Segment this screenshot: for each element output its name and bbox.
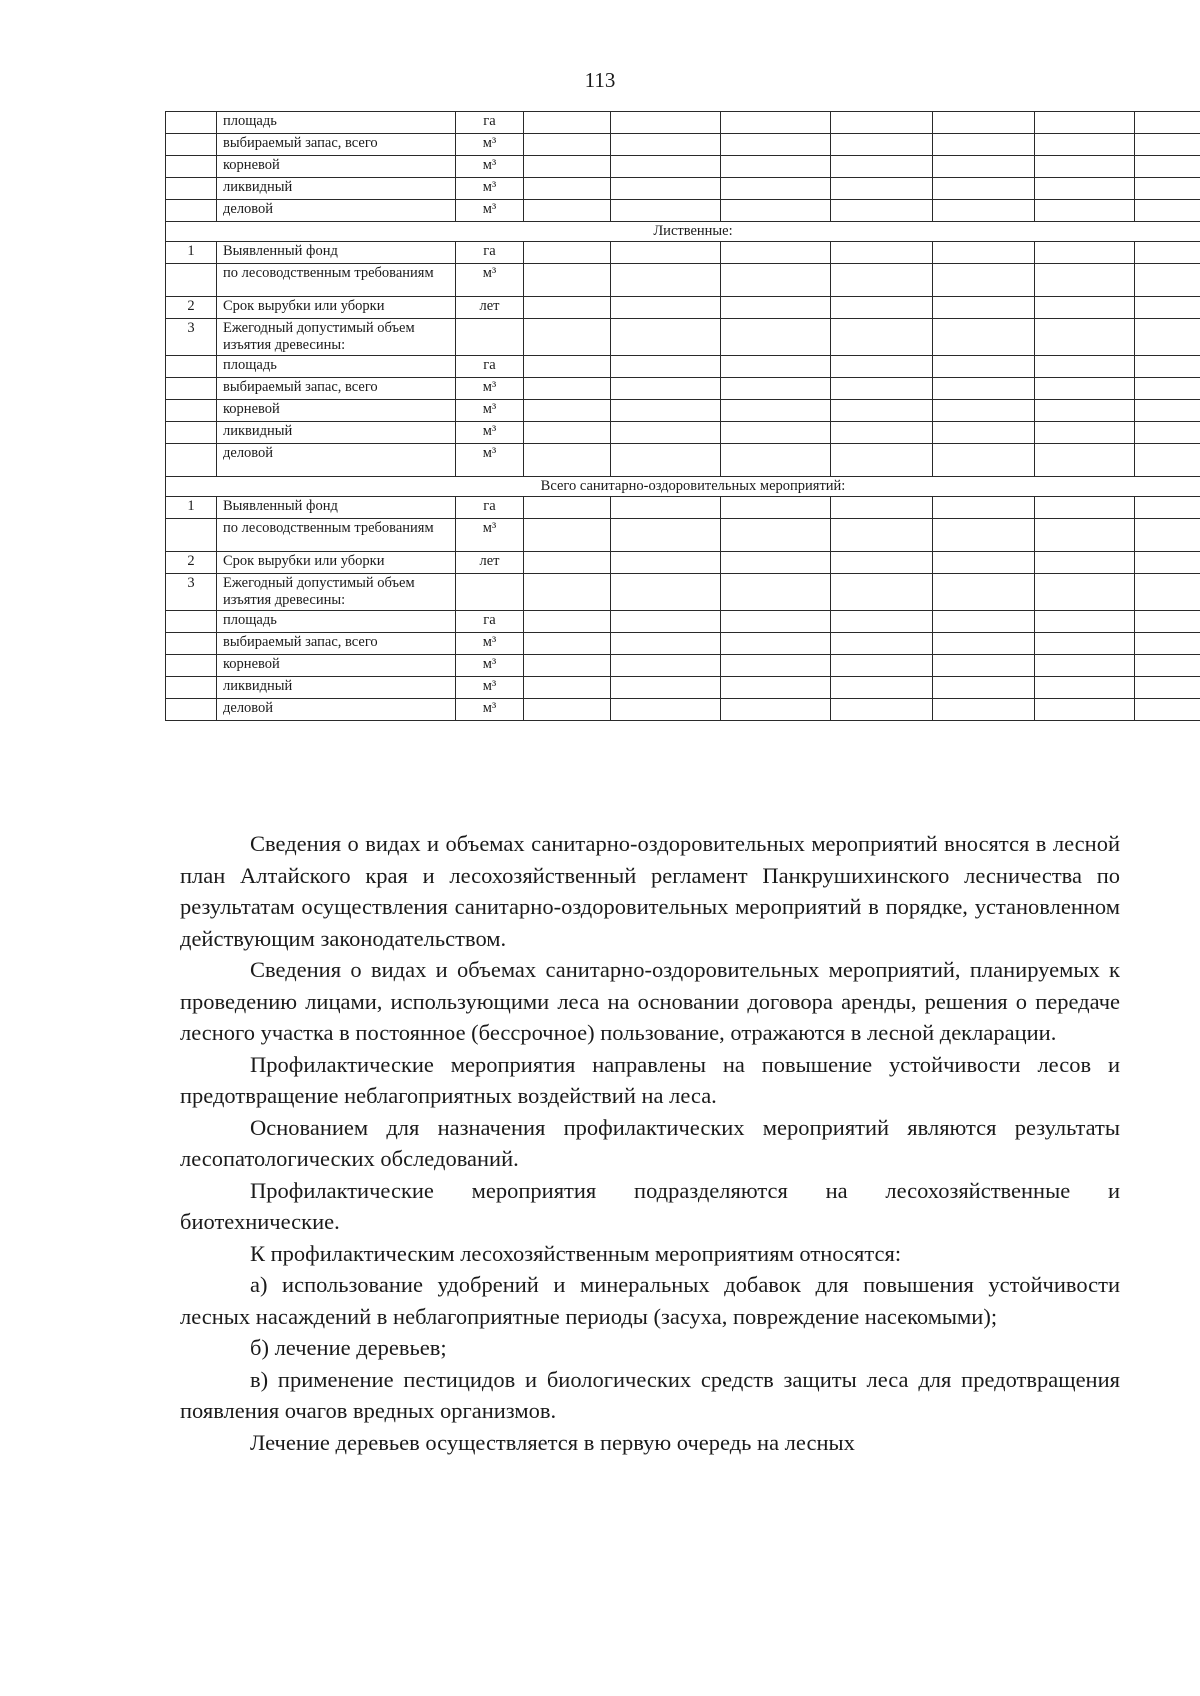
value-cell: [721, 699, 831, 721]
row-unit-cell: м³: [456, 134, 524, 156]
row-number-cell: [166, 655, 217, 677]
row-number-cell: [166, 156, 217, 178]
value-cell: [1035, 264, 1135, 297]
value-cell: [933, 400, 1035, 422]
value-cell: [611, 574, 721, 611]
row-unit-cell: [456, 319, 524, 356]
table-row: [166, 444, 1200, 477]
value-cell: [524, 633, 611, 655]
value-cell: [831, 200, 933, 222]
table-row: [166, 677, 1200, 699]
value-cell: [611, 497, 721, 519]
value-cell: [1035, 655, 1135, 677]
row-unit-cell: га: [456, 242, 524, 264]
value-cell: [933, 552, 1035, 574]
value-cell: [524, 655, 611, 677]
value-cell: [1035, 400, 1135, 422]
row-label-cell: выбираемый запас, всего: [217, 134, 456, 156]
value-cell: [721, 319, 831, 356]
row-unit-cell: м³: [456, 400, 524, 422]
row-label-cell: деловой: [217, 200, 456, 222]
value-cell: [524, 677, 611, 699]
table-row: [166, 178, 1200, 200]
value-cell: [611, 655, 721, 677]
row-number-cell: [166, 699, 217, 721]
table-row: [166, 400, 1200, 422]
value-cell: [611, 519, 721, 552]
value-cell: [611, 264, 721, 297]
row-number-cell: 2: [166, 552, 217, 574]
value-cell: [721, 156, 831, 178]
row-unit-cell: га: [456, 112, 524, 134]
value-cell: [721, 497, 831, 519]
row-label-cell: по лесоводственным требованиям: [217, 519, 456, 552]
value-cell: [831, 444, 933, 477]
table-row: [166, 519, 1200, 552]
row-unit-cell: м³: [456, 378, 524, 400]
page-number: 113: [584, 68, 616, 92]
value-cell: [1035, 497, 1135, 519]
value-cell: [1035, 633, 1135, 655]
paragraph: Профилактические мероприятия направлены на повышение устойчивости лесов и предотвращение неблагоприятных воздействий на леса.: [180, 1051, 1120, 1108]
value-cell: [933, 444, 1035, 477]
value-cell: [831, 112, 933, 134]
value-cell: [611, 400, 721, 422]
value-cell: [611, 319, 721, 356]
row-number-cell: [166, 356, 217, 378]
row-label-cell: ликвидный: [217, 178, 456, 200]
table-row: [166, 156, 1200, 178]
value-cell: [1135, 264, 1200, 297]
value-cell: [1135, 134, 1200, 156]
row-label-cell: ликвидный: [217, 677, 456, 699]
value-cell: [933, 264, 1035, 297]
value-cell: [1135, 112, 1200, 134]
value-cell: [611, 200, 721, 222]
body-text: [180, 828, 1120, 1458]
row-label-cell: выбираемый запас, всего: [217, 378, 456, 400]
value-cell: [1135, 699, 1200, 721]
paragraph: Лечение деревьев осуществляется в первую очередь на лесных: [250, 1429, 855, 1455]
value-cell: [1135, 242, 1200, 264]
value-cell: [933, 134, 1035, 156]
value-cell: [721, 519, 831, 552]
value-cell: [933, 356, 1035, 378]
value-cell: [721, 200, 831, 222]
row-unit-cell: м³: [456, 699, 524, 721]
table-row: [166, 356, 1200, 378]
row-label-cell: деловой: [217, 699, 456, 721]
value-cell: [1135, 611, 1200, 633]
table-row: [166, 112, 1200, 134]
row-number-cell: [166, 134, 217, 156]
value-cell: [524, 156, 611, 178]
value-cell: [611, 633, 721, 655]
value-cell: [933, 297, 1035, 319]
value-cell: [721, 264, 831, 297]
row-number-cell: [166, 200, 217, 222]
row-number-cell: 2: [166, 297, 217, 319]
value-cell: [1035, 677, 1135, 699]
paragraph: Профилактические мероприятия подразделяются на лесохозяйственные и биотехнические.: [180, 1177, 1120, 1234]
table-row: [166, 422, 1200, 444]
value-cell: [831, 519, 933, 552]
row-label-cell: Ежегодный допустимый объем изъятия древесины:: [217, 574, 456, 611]
value-cell: [1035, 319, 1135, 356]
value-cell: [611, 378, 721, 400]
table-row: [166, 200, 1200, 222]
value-cell: [1035, 356, 1135, 378]
table-row: [166, 264, 1200, 297]
value-cell: [721, 677, 831, 699]
row-unit-cell: га: [456, 497, 524, 519]
value-cell: [933, 422, 1035, 444]
value-cell: [721, 134, 831, 156]
value-cell: [1135, 574, 1200, 611]
value-cell: [831, 356, 933, 378]
row-number-cell: 1: [166, 497, 217, 519]
value-cell: [1135, 156, 1200, 178]
row-label-cell: площадь: [217, 611, 456, 633]
value-cell: [524, 112, 611, 134]
list-item: в) применение пестицидов и биологических средств защиты леса для предотвращения появления очагов вредных организмов.: [180, 1366, 1120, 1423]
value-cell: [524, 497, 611, 519]
row-label-cell: корневой: [217, 156, 456, 178]
value-cell: [721, 633, 831, 655]
value-cell: [933, 677, 1035, 699]
value-cell: [831, 134, 933, 156]
row-number-cell: 3: [166, 319, 217, 356]
value-cell: [831, 178, 933, 200]
value-cell: [1135, 297, 1200, 319]
value-cell: [1035, 200, 1135, 222]
value-cell: [1035, 422, 1135, 444]
value-cell: [524, 444, 611, 477]
row-label-cell: выбираемый запас, всего: [217, 633, 456, 655]
value-cell: [524, 519, 611, 552]
value-cell: [524, 178, 611, 200]
value-cell: [524, 699, 611, 721]
value-cell: [611, 699, 721, 721]
row-unit-cell: м³: [456, 264, 524, 297]
value-cell: [831, 677, 933, 699]
value-cell: [1135, 400, 1200, 422]
paragraph: Сведения о видах и объемах санитарно-оздоровительных мероприятий вносятся в лесной план Алтайского края и лесохозяйственный регламент Панкрушихинского лесничества по результатам осуществления санитарно-оздоровительных мероприятий в порядке, установленном действующим законодательством.: [180, 831, 1120, 951]
value-cell: [1035, 444, 1135, 477]
value-cell: [1035, 378, 1135, 400]
row-label-cell: площадь: [217, 356, 456, 378]
value-cell: [1135, 633, 1200, 655]
row-number-cell: [166, 444, 217, 477]
value-cell: [524, 552, 611, 574]
row-number-cell: [166, 264, 217, 297]
value-cell: [721, 400, 831, 422]
value-cell: [524, 356, 611, 378]
row-unit-cell: м³: [456, 633, 524, 655]
row-label-cell: корневой: [217, 400, 456, 422]
value-cell: [611, 134, 721, 156]
row-label-cell: Срок вырубки или уборки: [217, 297, 456, 319]
value-cell: [831, 574, 933, 611]
value-cell: [524, 378, 611, 400]
value-cell: [831, 400, 933, 422]
row-unit-cell: лет: [456, 297, 524, 319]
table-row: [166, 655, 1200, 677]
value-cell: [933, 611, 1035, 633]
value-cell: [831, 264, 933, 297]
value-cell: [933, 242, 1035, 264]
value-cell: [524, 611, 611, 633]
value-cell: [611, 156, 721, 178]
value-cell: [524, 200, 611, 222]
row-unit-cell: м³: [456, 519, 524, 552]
value-cell: [831, 297, 933, 319]
value-cell: [831, 497, 933, 519]
value-cell: [524, 242, 611, 264]
row-unit-cell: м³: [456, 178, 524, 200]
value-cell: [1135, 422, 1200, 444]
value-cell: [933, 699, 1035, 721]
table-row: [166, 611, 1200, 633]
value-cell: [1035, 242, 1135, 264]
value-cell: [1035, 699, 1135, 721]
value-cell: [524, 400, 611, 422]
value-cell: [524, 264, 611, 297]
value-cell: [611, 611, 721, 633]
value-cell: [831, 552, 933, 574]
value-cell: [933, 378, 1035, 400]
value-cell: [1135, 178, 1200, 200]
value-cell: [933, 633, 1035, 655]
value-cell: [524, 422, 611, 444]
table-row: [166, 574, 1200, 611]
table-row: [166, 242, 1200, 264]
value-cell: [611, 444, 721, 477]
value-cell: [721, 356, 831, 378]
value-cell: [611, 677, 721, 699]
row-unit-cell: лет: [456, 552, 524, 574]
value-cell: [721, 242, 831, 264]
value-cell: [721, 422, 831, 444]
value-cell: [611, 552, 721, 574]
row-label-cell: Выявленный фонд: [217, 242, 456, 264]
value-cell: [1135, 356, 1200, 378]
row-unit-cell: га: [456, 611, 524, 633]
row-number-cell: [166, 378, 217, 400]
table-row: [166, 552, 1200, 574]
row-unit-cell: м³: [456, 444, 524, 477]
value-cell: [611, 242, 721, 264]
value-cell: [721, 655, 831, 677]
value-cell: [1035, 112, 1135, 134]
row-unit-cell: м³: [456, 200, 524, 222]
row-number-cell: [166, 178, 217, 200]
list-item: а) использование удобрений и минеральных добавок для повышения устойчивости лесных насаждений в неблагоприятные периоды (засуха, повреждение насекомыми);: [180, 1272, 1120, 1329]
value-cell: [721, 297, 831, 319]
value-cell: [1135, 677, 1200, 699]
row-unit-cell: м³: [456, 677, 524, 699]
value-cell: [611, 297, 721, 319]
value-cell: [933, 112, 1035, 134]
row-number-cell: 1: [166, 242, 217, 264]
row-label-cell: Срок вырубки или уборки: [217, 552, 456, 574]
value-cell: [611, 178, 721, 200]
value-cell: [1135, 444, 1200, 477]
row-label-cell: ликвидный: [217, 422, 456, 444]
row-unit-cell: м³: [456, 655, 524, 677]
row-label-cell: площадь: [217, 112, 456, 134]
row-number-cell: [166, 519, 217, 552]
section-title: Лиственные:: [166, 222, 1200, 242]
row-number-cell: [166, 400, 217, 422]
row-unit-cell: м³: [456, 422, 524, 444]
value-cell: [933, 655, 1035, 677]
value-cell: [721, 444, 831, 477]
paragraph: К профилактическим лесохозяйственным мероприятиям относятся:: [250, 1240, 902, 1266]
value-cell: [1035, 519, 1135, 552]
row-number-cell: [166, 633, 217, 655]
paragraph: Основанием для назначения профилактических мероприятий являются результаты лесопатологических обследований.: [180, 1114, 1120, 1171]
section-header-row: [166, 222, 1200, 242]
value-cell: [831, 633, 933, 655]
value-cell: [1035, 552, 1135, 574]
paragraph: Сведения о видах и объемах санитарно-оздоровительных мероприятий, планируемых к проведению лицами, использующими леса на основании договора аренды, решения о передаче лесного участка в постоянное (бессрочное) пользование, отражаются в лесной декларации.: [180, 957, 1120, 1045]
value-cell: [831, 242, 933, 264]
value-cell: [611, 356, 721, 378]
row-number-cell: [166, 112, 217, 134]
value-cell: [524, 319, 611, 356]
row-unit-cell: [456, 574, 524, 611]
row-label-cell: деловой: [217, 444, 456, 477]
table-row: [166, 378, 1200, 400]
value-cell: [933, 319, 1035, 356]
value-cell: [1035, 178, 1135, 200]
row-number-cell: 3: [166, 574, 217, 611]
value-cell: [524, 574, 611, 611]
value-cell: [933, 497, 1035, 519]
value-cell: [524, 134, 611, 156]
value-cell: [721, 178, 831, 200]
value-cell: [611, 422, 721, 444]
row-label-cell: Выявленный фонд: [217, 497, 456, 519]
value-cell: [933, 178, 1035, 200]
value-cell: [1035, 297, 1135, 319]
table-row: [166, 134, 1200, 156]
value-cell: [1035, 574, 1135, 611]
value-cell: [831, 319, 933, 356]
value-cell: [1035, 134, 1135, 156]
row-number-cell: [166, 677, 217, 699]
table-row: [166, 699, 1200, 721]
row-label-cell: по лесоводственным требованиям: [217, 264, 456, 297]
value-cell: [1135, 319, 1200, 356]
value-cell: [831, 156, 933, 178]
value-cell: [933, 200, 1035, 222]
value-cell: [831, 422, 933, 444]
value-cell: [721, 378, 831, 400]
row-number-cell: [166, 422, 217, 444]
section-title: Всего санитарно-оздоровительных мероприятий:: [166, 477, 1200, 497]
value-cell: [831, 611, 933, 633]
row-label-cell: корневой: [217, 655, 456, 677]
value-cell: [524, 297, 611, 319]
value-cell: [721, 574, 831, 611]
value-cell: [1035, 611, 1135, 633]
row-unit-cell: га: [456, 356, 524, 378]
value-cell: [721, 552, 831, 574]
list-item: б) лечение деревьев;: [250, 1335, 447, 1360]
value-cell: [1035, 156, 1135, 178]
row-label-cell: Ежегодный допустимый объем изъятия древесины:: [217, 319, 456, 356]
value-cell: [611, 112, 721, 134]
value-cell: [721, 611, 831, 633]
value-cell: [933, 156, 1035, 178]
section-header-row: [166, 477, 1200, 497]
value-cell: [1135, 519, 1200, 552]
value-cell: [721, 112, 831, 134]
forest-measures-table: [165, 111, 1118, 721]
table-row: [166, 319, 1200, 356]
value-cell: [831, 655, 933, 677]
table-row: [166, 633, 1200, 655]
value-cell: [1135, 200, 1200, 222]
value-cell: [933, 519, 1035, 552]
row-unit-cell: м³: [456, 156, 524, 178]
value-cell: [1135, 655, 1200, 677]
row-number-cell: [166, 611, 217, 633]
value-cell: [831, 378, 933, 400]
value-cell: [1135, 378, 1200, 400]
value-cell: [831, 699, 933, 721]
table-row: [166, 297, 1200, 319]
value-cell: [1135, 552, 1200, 574]
value-cell: [933, 574, 1035, 611]
value-cell: [1135, 497, 1200, 519]
table-row: [166, 497, 1200, 519]
